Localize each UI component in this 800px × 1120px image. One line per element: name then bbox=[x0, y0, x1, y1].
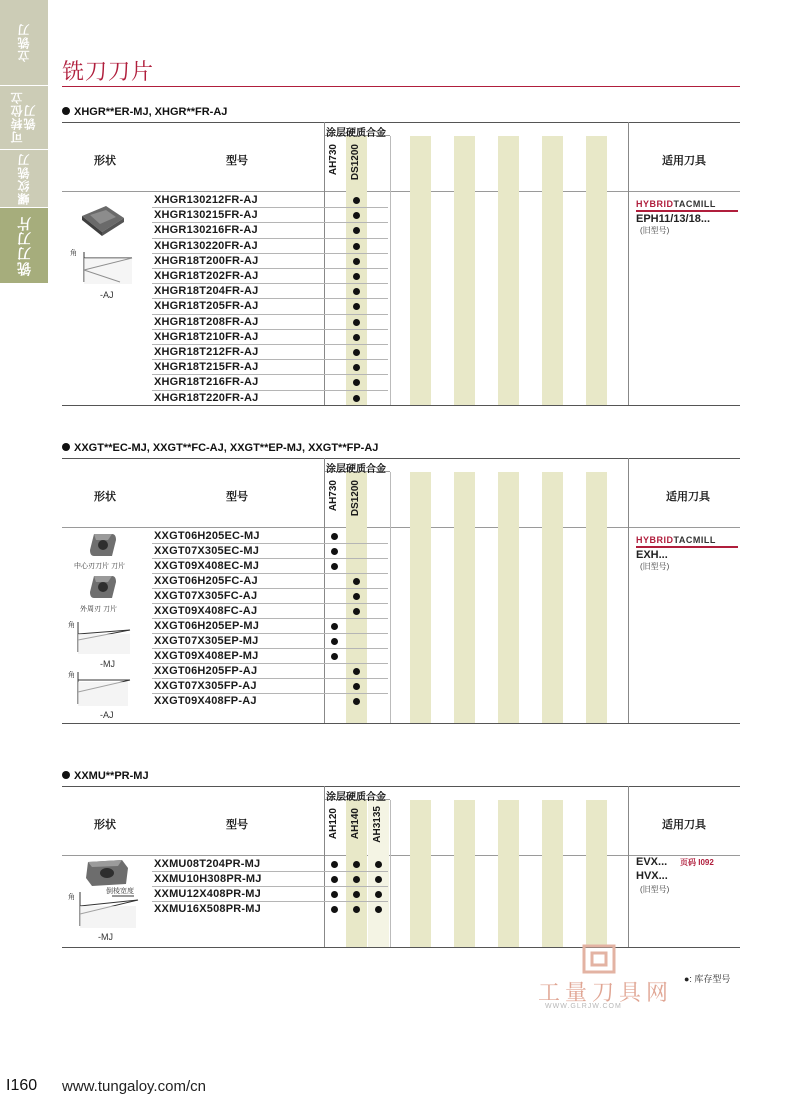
stock-mark bbox=[331, 548, 338, 555]
model-name: XXMU16X508PR-MJ bbox=[154, 903, 261, 915]
model-name: XXGT09X408FC-AJ bbox=[154, 605, 258, 617]
model-name: XXMU08T204PR-MJ bbox=[154, 858, 261, 870]
model-name: XHGR18T212FR-AJ bbox=[154, 346, 259, 358]
hybrid-tacmill-logo: HYBRIDTACMILL bbox=[636, 199, 716, 209]
model-name: XXGT06H205FP-AJ bbox=[154, 665, 258, 677]
col-tools: 适用刀具 bbox=[662, 819, 706, 831]
stock-mark bbox=[353, 668, 360, 675]
model-name: XHGR18T220FR-AJ bbox=[154, 391, 259, 404]
legend: ●: 库存型号 bbox=[684, 974, 731, 984]
col-shape: 形状 bbox=[94, 819, 116, 831]
model-name: XHGR130212FR-AJ bbox=[154, 194, 258, 206]
outer-insert-image bbox=[88, 572, 118, 602]
old-note: (旧型号) bbox=[640, 885, 670, 894]
coating-header: 涂层硬质合金 bbox=[326, 128, 386, 139]
side-tab-milling-inserts[interactable]: 铣刀刀片 bbox=[0, 208, 48, 284]
grade-ah730: AH730 bbox=[328, 480, 339, 512]
bullet-icon bbox=[62, 771, 70, 779]
center-insert-label: 中心刃刀片 刀片 bbox=[74, 563, 125, 570]
tool-name: EPH11/13/18... bbox=[636, 213, 710, 225]
model-name: XXMU10H308PR-MJ bbox=[154, 873, 262, 885]
tool-name: EXH... bbox=[636, 549, 668, 561]
model-name: XHGR18T216FR-AJ bbox=[154, 376, 259, 389]
model-name: XHGR18T204FR-AJ bbox=[154, 285, 259, 298]
stock-mark bbox=[353, 861, 360, 868]
stock-mark bbox=[353, 593, 360, 600]
section-3-heading: XXMU**PR-MJ bbox=[62, 770, 149, 782]
stock-mark bbox=[353, 608, 360, 615]
stock-mark bbox=[331, 876, 338, 883]
model-name: XHGR130216FR-AJ bbox=[154, 224, 258, 237]
col-model: 型号 bbox=[226, 819, 248, 831]
bullet-icon bbox=[62, 107, 70, 115]
edge-diagram bbox=[72, 890, 144, 930]
grade-ds1200: DS1200 bbox=[350, 480, 361, 517]
stock-mark bbox=[353, 906, 360, 913]
model-name: XHGR18T200FR-AJ bbox=[154, 254, 259, 267]
col-shape: 形状 bbox=[94, 155, 116, 167]
stock-mark bbox=[375, 906, 382, 913]
watermark-url: WWW.GLRJW.COM bbox=[545, 1003, 622, 1010]
page-number: I160 bbox=[6, 1077, 38, 1094]
side-tab-end-mills[interactable]: 立铣刀 bbox=[0, 0, 48, 86]
footer-url[interactable]: www.tungaloy.com/cn bbox=[62, 1078, 206, 1095]
model-name: XHGR18T210FR-AJ bbox=[154, 330, 259, 343]
stock-mark bbox=[353, 698, 360, 705]
section-2-table: 涂层硬质合金 形状 型号 适用刀具 AH730 DS1200 XXGT06H205EC-MJ XXGT07X305EC-MJ XXGT09X408EC-MJ XXGT06H205FC-AJ XXGT07X305FC-AJ XXGT09X408FC-AJ XXGT06H205EP-MJ XXGT07X305EP-MJ XXGT09X408EP-MJ XXGT06H205FP-AJ XXGT07X305FP-AJ XXGT09X408FP-AJ 中心刃刀片 刀片 外周刃 刀片 角 -MJ 角 -AJ HYBRIDTACMILL EXH... (旧型号) bbox=[62, 458, 740, 724]
model-name: XXGT06H205EP-MJ bbox=[154, 620, 260, 632]
model-name: XXGT07X305EP-MJ bbox=[154, 635, 259, 647]
model-name: XXGT09X408EP-MJ bbox=[154, 650, 259, 662]
watermark-logo-icon bbox=[582, 944, 616, 974]
model-name: XXGT07X305EC-MJ bbox=[154, 545, 260, 557]
insert-image bbox=[84, 856, 130, 890]
old-note: (旧型号) bbox=[640, 562, 670, 571]
coating-header: 涂层硬质合金 bbox=[326, 792, 386, 803]
stock-mark bbox=[353, 319, 360, 326]
stock-mark bbox=[331, 891, 338, 898]
model-name: XHGR18T202FR-AJ bbox=[154, 270, 259, 282]
model-name: XXGT09X408FP-AJ bbox=[154, 695, 257, 707]
edge-diagram-mj bbox=[72, 620, 136, 656]
section-1-heading: XHGR**ER-MJ, XHGR**FR-AJ bbox=[62, 106, 227, 118]
section-3-table: 涂层硬质合金 形状 型号 适用刀具 AH120 AH140 AH3135 XXMU08T204PR-MJ XXMU10H308PR-MJ XXMU12X408PR-MJ XXMU16X508PR-MJ 角 倒棱宽度 -MJ EVX... 页码 I092 HVX... (旧型号) bbox=[62, 786, 740, 948]
stock-mark bbox=[331, 861, 338, 868]
grade-ah140: AH140 bbox=[350, 808, 361, 840]
stock-mark bbox=[375, 861, 382, 868]
model-name: XXMU12X408PR-MJ bbox=[154, 888, 261, 900]
model-name: XXGT09X408EC-MJ bbox=[154, 560, 260, 572]
title-rule bbox=[62, 86, 740, 87]
center-insert-image bbox=[88, 530, 118, 560]
page-ref[interactable]: 页码 I092 bbox=[680, 858, 714, 867]
stock-mark bbox=[353, 197, 360, 204]
model-name: XHGR18T208FR-AJ bbox=[154, 315, 259, 328]
model-name: XXGT06H205FC-AJ bbox=[154, 575, 258, 587]
stock-mark bbox=[375, 876, 382, 883]
tool-name-hvx: HVX... bbox=[636, 870, 668, 882]
grade-ah3135: AH3135 bbox=[372, 806, 383, 843]
stock-mark bbox=[353, 258, 360, 265]
model-name: XXGT07X305FC-AJ bbox=[154, 590, 258, 602]
stock-mark bbox=[331, 653, 338, 660]
stock-mark bbox=[331, 563, 338, 570]
tool-name-evx: EVX... bbox=[636, 856, 668, 868]
grade-ah120: AH120 bbox=[328, 808, 339, 840]
model-name: XHGR130220FR-AJ bbox=[154, 239, 258, 252]
stock-mark bbox=[353, 273, 360, 280]
bullet-icon bbox=[62, 443, 70, 451]
stock-mark bbox=[353, 243, 360, 250]
coating-header: 涂层硬质合金 bbox=[326, 464, 386, 475]
model-name: XHGR18T215FR-AJ bbox=[154, 361, 259, 374]
section-2-heading: XXGT**EC-MJ, XXGT**FC-AJ, XXGT**EP-MJ, XXGT**FP-AJ bbox=[62, 442, 378, 454]
stock-mark bbox=[375, 891, 382, 898]
col-model: 型号 bbox=[226, 155, 248, 167]
stock-mark bbox=[331, 638, 338, 645]
stock-mark bbox=[353, 891, 360, 898]
page-title: 铣刀刀片 bbox=[62, 59, 155, 84]
side-tabs bbox=[0, 0, 48, 284]
model-name: XXGT07X305FP-AJ bbox=[154, 680, 257, 692]
stock-mark bbox=[353, 334, 360, 341]
edge-diagram bbox=[76, 248, 136, 288]
side-tab-thread-mills[interactable]: 螺纹铣刀 bbox=[0, 150, 48, 208]
grade-ds1200: DS1200 bbox=[350, 144, 361, 181]
col-tools: 适用刀具 bbox=[662, 155, 706, 167]
stock-mark bbox=[331, 623, 338, 630]
stock-mark bbox=[353, 876, 360, 883]
stock-mark bbox=[353, 683, 360, 690]
col-model: 型号 bbox=[226, 491, 248, 503]
outer-insert-label: 外周刃 刀片 bbox=[80, 606, 117, 613]
insert-image bbox=[78, 202, 128, 238]
col-shape: 形状 bbox=[94, 491, 116, 503]
stock-mark bbox=[353, 578, 360, 585]
col-tools: 适用刀具 bbox=[666, 491, 710, 503]
watermark-text: 工量刀具网 bbox=[538, 980, 674, 1005]
side-tab-indexable-end-mills[interactable]: 可转位立铣刀 bbox=[0, 86, 48, 150]
model-name: XHGR130215FR-AJ bbox=[154, 209, 258, 222]
stock-mark bbox=[353, 349, 360, 356]
model-name: XXGT06H205EC-MJ bbox=[154, 530, 260, 542]
edge-diagram-aj bbox=[72, 670, 136, 708]
stock-mark bbox=[331, 906, 338, 913]
stock-mark bbox=[331, 533, 338, 540]
model-name: XHGR18T205FR-AJ bbox=[154, 300, 259, 313]
section-1-table: 涂层硬质合金 形状 型号 适用刀具 AH730 DS1200 XHGR130212FR-AJ XHGR130215FR-AJ XHGR130216FR-AJ XHGR130220FR-AJ XHGR18T200FR-AJ XHGR18T202FR-AJ XHGR18T204FR-AJ XHGR18T205FR-AJ XHGR18T208FR-AJ XHGR18T210FR-AJ XHGR18T212FR-AJ XHGR18T215FR-AJ XHGR18T216FR-AJ XHGR18T220FR-AJ 角 -AJ HYBRIDTACMILL EPH11/13/18... (旧型号) bbox=[62, 122, 740, 406]
grade-ah730: AH730 bbox=[328, 144, 339, 176]
hybrid-tacmill-logo: HYBRIDTACMILL bbox=[636, 535, 716, 545]
stock-mark bbox=[353, 395, 360, 402]
old-note: (旧型号) bbox=[640, 226, 670, 235]
